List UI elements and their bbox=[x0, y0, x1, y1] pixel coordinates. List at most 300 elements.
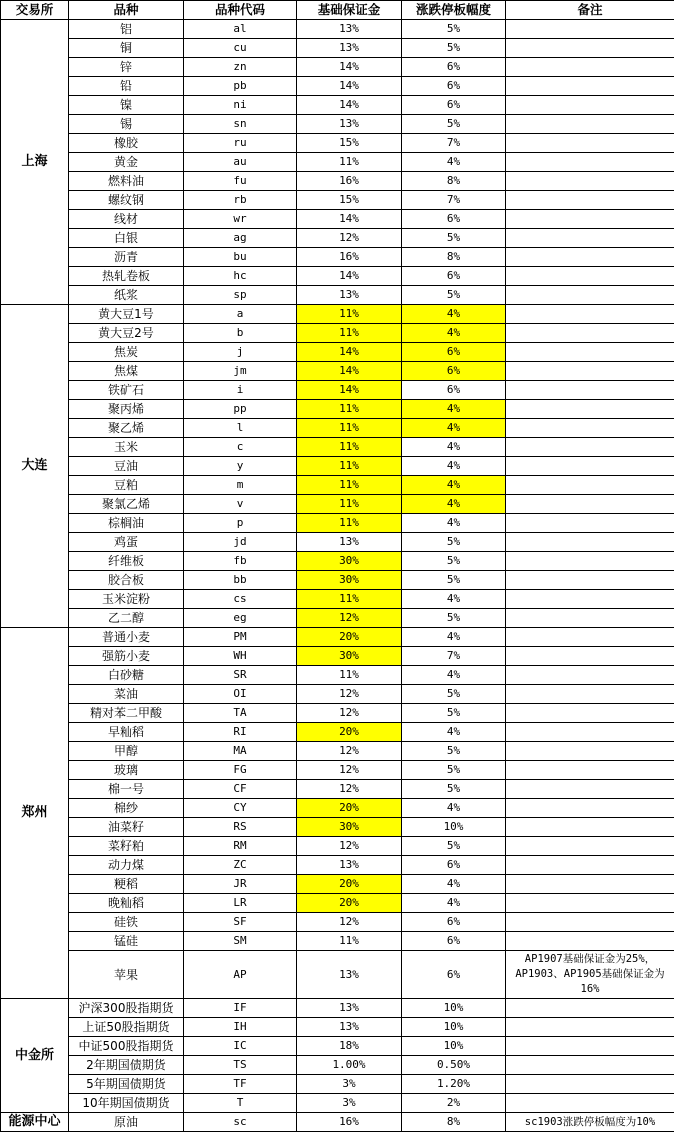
note-cell[interactable] bbox=[506, 229, 674, 248]
code-cell[interactable]: JR bbox=[184, 875, 297, 894]
table-row bbox=[1, 1113, 674, 1132]
note-cell[interactable] bbox=[506, 514, 674, 533]
code-cell[interactable]: LR bbox=[184, 894, 297, 913]
code-cell[interactable]: a bbox=[184, 305, 297, 324]
limit-cell[interactable]: 5% bbox=[402, 685, 506, 704]
note-cell[interactable] bbox=[506, 457, 674, 476]
limit-cell[interactable]: 5% bbox=[402, 609, 506, 628]
note-cell[interactable]: AP1907基础保证金为25%，AP1903、AP1905基础保证金为16% bbox=[506, 951, 674, 999]
margin-cell[interactable]: 14% bbox=[297, 96, 402, 115]
code-cell[interactable]: j bbox=[184, 343, 297, 362]
table-row bbox=[1, 438, 674, 457]
margin-cell[interactable]: 12% bbox=[297, 780, 402, 799]
variety-cell[interactable]: 聚乙烯 bbox=[69, 419, 184, 438]
limit-cell[interactable]: 6% bbox=[402, 77, 506, 96]
margin-cell[interactable]: 11% bbox=[297, 400, 402, 419]
variety-cell[interactable]: 玉米淀粉 bbox=[69, 590, 184, 609]
code-cell[interactable]: T bbox=[184, 1094, 297, 1113]
variety-cell[interactable]: 纤维板 bbox=[69, 552, 184, 571]
limit-cell[interactable]: 5% bbox=[402, 229, 506, 248]
code-cell[interactable]: IH bbox=[184, 1018, 297, 1037]
note-cell[interactable] bbox=[506, 590, 674, 609]
exchange-cell[interactable]: 中金所 bbox=[1, 999, 69, 1113]
code-cell[interactable]: y bbox=[184, 457, 297, 476]
limit-cell[interactable]: 4% bbox=[402, 894, 506, 913]
limit-cell[interactable]: 6% bbox=[402, 362, 506, 381]
margin-cell[interactable]: 20% bbox=[297, 875, 402, 894]
note-cell[interactable] bbox=[506, 533, 674, 552]
note-cell[interactable] bbox=[506, 932, 674, 951]
margin-cell[interactable]: 16% bbox=[297, 248, 402, 267]
variety-cell[interactable]: 胶合板 bbox=[69, 571, 184, 590]
limit-cell[interactable]: 5% bbox=[402, 39, 506, 58]
variety-cell[interactable]: 铜 bbox=[69, 39, 184, 58]
header-note[interactable]: 备注 bbox=[506, 1, 674, 20]
code-cell[interactable]: SF bbox=[184, 913, 297, 932]
variety-cell[interactable]: 乙二醇 bbox=[69, 609, 184, 628]
code-cell[interactable]: jm bbox=[184, 362, 297, 381]
code-cell[interactable]: au bbox=[184, 153, 297, 172]
variety-cell[interactable]: 上证50股指期货 bbox=[69, 1018, 184, 1037]
variety-cell[interactable]: 早籼稻 bbox=[69, 723, 184, 742]
limit-cell[interactable]: 6% bbox=[402, 856, 506, 875]
limit-cell[interactable]: 4% bbox=[402, 514, 506, 533]
variety-cell[interactable]: 铅 bbox=[69, 77, 184, 96]
code-cell[interactable]: TA bbox=[184, 704, 297, 723]
limit-cell[interactable]: 6% bbox=[402, 210, 506, 229]
note-cell[interactable] bbox=[506, 628, 674, 647]
limit-cell[interactable]: 4% bbox=[402, 723, 506, 742]
code-cell[interactable]: PM bbox=[184, 628, 297, 647]
note-cell[interactable] bbox=[506, 609, 674, 628]
header-exchange[interactable]: 交易所 bbox=[1, 1, 69, 20]
code-cell[interactable]: bu bbox=[184, 248, 297, 267]
note-cell[interactable] bbox=[506, 324, 674, 343]
variety-cell[interactable]: 2年期国债期货 bbox=[69, 1056, 184, 1075]
code-cell[interactable]: pp bbox=[184, 400, 297, 419]
margin-cell[interactable]: 11% bbox=[297, 153, 402, 172]
code-cell[interactable]: RI bbox=[184, 723, 297, 742]
variety-cell[interactable]: 热轧卷板 bbox=[69, 267, 184, 286]
code-cell[interactable]: TS bbox=[184, 1056, 297, 1075]
limit-cell[interactable]: 10% bbox=[402, 818, 506, 837]
note-cell[interactable] bbox=[506, 1094, 674, 1113]
variety-cell[interactable]: 聚氯乙烯 bbox=[69, 495, 184, 514]
code-cell[interactable]: ru bbox=[184, 134, 297, 153]
code-cell[interactable]: sc bbox=[184, 1113, 297, 1132]
note-cell[interactable] bbox=[506, 685, 674, 704]
note-cell[interactable] bbox=[506, 1037, 674, 1056]
code-cell[interactable]: ag bbox=[184, 229, 297, 248]
note-cell[interactable] bbox=[506, 115, 674, 134]
limit-cell[interactable]: 4% bbox=[402, 438, 506, 457]
code-cell[interactable]: SM bbox=[184, 932, 297, 951]
margin-cell[interactable]: 14% bbox=[297, 77, 402, 96]
margin-cell[interactable]: 11% bbox=[297, 590, 402, 609]
limit-cell[interactable]: 4% bbox=[402, 419, 506, 438]
margin-cell[interactable]: 11% bbox=[297, 419, 402, 438]
margin-cell[interactable]: 13% bbox=[297, 20, 402, 39]
code-cell[interactable]: p bbox=[184, 514, 297, 533]
note-cell[interactable] bbox=[506, 39, 674, 58]
variety-cell[interactable]: 粳稻 bbox=[69, 875, 184, 894]
code-cell[interactable]: m bbox=[184, 476, 297, 495]
variety-cell[interactable]: 白砂糖 bbox=[69, 666, 184, 685]
limit-cell[interactable]: 5% bbox=[402, 20, 506, 39]
code-cell[interactable]: c bbox=[184, 438, 297, 457]
limit-cell[interactable]: 2% bbox=[402, 1094, 506, 1113]
limit-cell[interactable]: 10% bbox=[402, 1018, 506, 1037]
variety-cell[interactable]: 聚丙烯 bbox=[69, 400, 184, 419]
code-cell[interactable]: AP bbox=[184, 951, 297, 999]
header-margin[interactable]: 基础保证金 bbox=[297, 1, 402, 20]
variety-cell[interactable]: 锌 bbox=[69, 58, 184, 77]
margin-cell[interactable]: 13% bbox=[297, 951, 402, 999]
limit-cell[interactable]: 6% bbox=[402, 96, 506, 115]
variety-cell[interactable]: 棉纱 bbox=[69, 799, 184, 818]
code-cell[interactable]: eg bbox=[184, 609, 297, 628]
note-cell[interactable] bbox=[506, 267, 674, 286]
code-cell[interactable]: RM bbox=[184, 837, 297, 856]
margin-cell[interactable]: 12% bbox=[297, 685, 402, 704]
limit-cell[interactable]: 7% bbox=[402, 191, 506, 210]
variety-cell[interactable]: 黄大豆2号 bbox=[69, 324, 184, 343]
variety-cell[interactable]: 铁矿石 bbox=[69, 381, 184, 400]
margin-cell[interactable]: 20% bbox=[297, 628, 402, 647]
limit-cell[interactable]: 4% bbox=[402, 400, 506, 419]
variety-cell[interactable]: 焦炭 bbox=[69, 343, 184, 362]
variety-cell[interactable]: 普通小麦 bbox=[69, 628, 184, 647]
margin-cell[interactable]: 12% bbox=[297, 742, 402, 761]
limit-cell[interactable]: 5% bbox=[402, 780, 506, 799]
variety-cell[interactable]: 橡胶 bbox=[69, 134, 184, 153]
note-cell[interactable]: sc1903涨跌停板幅度为10% bbox=[506, 1113, 674, 1132]
code-cell[interactable]: IF bbox=[184, 999, 297, 1018]
code-cell[interactable]: cs bbox=[184, 590, 297, 609]
limit-cell[interactable]: 4% bbox=[402, 628, 506, 647]
margin-cell[interactable]: 13% bbox=[297, 39, 402, 58]
margin-cell[interactable]: 3% bbox=[297, 1075, 402, 1094]
limit-cell[interactable]: 6% bbox=[402, 381, 506, 400]
variety-cell[interactable]: 硅铁 bbox=[69, 913, 184, 932]
note-cell[interactable] bbox=[506, 58, 674, 77]
code-cell[interactable]: al bbox=[184, 20, 297, 39]
note-cell[interactable] bbox=[506, 96, 674, 115]
code-cell[interactable]: i bbox=[184, 381, 297, 400]
limit-cell[interactable]: 5% bbox=[402, 115, 506, 134]
note-cell[interactable] bbox=[506, 153, 674, 172]
variety-cell[interactable]: 黄金 bbox=[69, 153, 184, 172]
note-cell[interactable] bbox=[506, 476, 674, 495]
variety-cell[interactable]: 晚籼稻 bbox=[69, 894, 184, 913]
variety-cell[interactable]: 铝 bbox=[69, 20, 184, 39]
variety-cell[interactable]: 棕榈油 bbox=[69, 514, 184, 533]
code-cell[interactable]: sn bbox=[184, 115, 297, 134]
variety-cell[interactable]: 棉一号 bbox=[69, 780, 184, 799]
note-cell[interactable] bbox=[506, 571, 674, 590]
limit-cell[interactable]: 6% bbox=[402, 951, 506, 999]
variety-cell[interactable]: 菜籽粕 bbox=[69, 837, 184, 856]
note-cell[interactable] bbox=[506, 400, 674, 419]
table-row bbox=[1, 39, 674, 58]
margin-cell[interactable]: 14% bbox=[297, 58, 402, 77]
margin-cell[interactable]: 14% bbox=[297, 381, 402, 400]
code-cell[interactable]: b bbox=[184, 324, 297, 343]
limit-cell[interactable]: 5% bbox=[402, 742, 506, 761]
limit-cell[interactable]: 5% bbox=[402, 704, 506, 723]
note-cell[interactable] bbox=[506, 913, 674, 932]
note-cell[interactable] bbox=[506, 856, 674, 875]
limit-cell[interactable]: 8% bbox=[402, 1113, 506, 1132]
margin-cell[interactable]: 12% bbox=[297, 704, 402, 723]
note-cell[interactable] bbox=[506, 1056, 674, 1075]
note-cell[interactable] bbox=[506, 1018, 674, 1037]
limit-cell[interactable]: 6% bbox=[402, 58, 506, 77]
limit-cell[interactable]: 4% bbox=[402, 476, 506, 495]
limit-cell[interactable]: 5% bbox=[402, 571, 506, 590]
code-cell[interactable]: fu bbox=[184, 172, 297, 191]
limit-cell[interactable]: 6% bbox=[402, 267, 506, 286]
variety-cell[interactable]: 白银 bbox=[69, 229, 184, 248]
note-cell[interactable] bbox=[506, 1075, 674, 1094]
note-cell[interactable] bbox=[506, 704, 674, 723]
variety-cell[interactable]: 甲醇 bbox=[69, 742, 184, 761]
variety-cell[interactable]: 沥青 bbox=[69, 248, 184, 267]
note-cell[interactable] bbox=[506, 305, 674, 324]
note-cell[interactable] bbox=[506, 191, 674, 210]
margin-cell[interactable]: 13% bbox=[297, 533, 402, 552]
margin-cell[interactable]: 16% bbox=[297, 172, 402, 191]
note-cell[interactable] bbox=[506, 799, 674, 818]
code-cell[interactable]: hc bbox=[184, 267, 297, 286]
limit-cell[interactable]: 4% bbox=[402, 324, 506, 343]
variety-cell[interactable]: 燃料油 bbox=[69, 172, 184, 191]
margin-cell[interactable]: 12% bbox=[297, 837, 402, 856]
note-cell[interactable] bbox=[506, 875, 674, 894]
margin-cell[interactable]: 11% bbox=[297, 932, 402, 951]
margin-cell[interactable]: 15% bbox=[297, 134, 402, 153]
code-cell[interactable]: WH bbox=[184, 647, 297, 666]
exchange-cell[interactable]: 大连 bbox=[1, 305, 69, 628]
limit-cell[interactable]: 4% bbox=[402, 495, 506, 514]
variety-cell[interactable]: 中证500股指期货 bbox=[69, 1037, 184, 1056]
note-cell[interactable] bbox=[506, 438, 674, 457]
code-cell[interactable]: wr bbox=[184, 210, 297, 229]
code-cell[interactable]: zn bbox=[184, 58, 297, 77]
code-cell[interactable]: pb bbox=[184, 77, 297, 96]
note-cell[interactable] bbox=[506, 134, 674, 153]
code-cell[interactable]: v bbox=[184, 495, 297, 514]
note-cell[interactable] bbox=[506, 666, 674, 685]
note-cell[interactable] bbox=[506, 248, 674, 267]
code-cell[interactable]: cu bbox=[184, 39, 297, 58]
margin-cell[interactable]: 16% bbox=[297, 1113, 402, 1132]
limit-cell[interactable]: 10% bbox=[402, 999, 506, 1018]
limit-cell[interactable]: 8% bbox=[402, 248, 506, 267]
margin-cell[interactable]: 13% bbox=[297, 999, 402, 1018]
table-row bbox=[1, 875, 674, 894]
limit-cell[interactable]: 4% bbox=[402, 875, 506, 894]
note-cell[interactable] bbox=[506, 210, 674, 229]
code-cell[interactable]: CY bbox=[184, 799, 297, 818]
code-cell[interactable]: MA bbox=[184, 742, 297, 761]
limit-cell[interactable]: 5% bbox=[402, 286, 506, 305]
variety-cell[interactable]: 沪深300股指期货 bbox=[69, 999, 184, 1018]
note-cell[interactable] bbox=[506, 647, 674, 666]
margin-cell[interactable]: 11% bbox=[297, 495, 402, 514]
limit-cell[interactable]: 6% bbox=[402, 913, 506, 932]
exchange-cell[interactable]: 上海 bbox=[1, 20, 69, 305]
variety-cell[interactable]: 锰硅 bbox=[69, 932, 184, 951]
note-cell[interactable] bbox=[506, 552, 674, 571]
limit-cell[interactable]: 4% bbox=[402, 305, 506, 324]
limit-cell[interactable]: 10% bbox=[402, 1037, 506, 1056]
limit-cell[interactable]: 4% bbox=[402, 799, 506, 818]
margin-cell[interactable]: 14% bbox=[297, 267, 402, 286]
variety-cell[interactable]: 鸡蛋 bbox=[69, 533, 184, 552]
variety-cell[interactable]: 豆油 bbox=[69, 457, 184, 476]
variety-cell[interactable]: 原油 bbox=[69, 1113, 184, 1132]
variety-cell[interactable]: 苹果 bbox=[69, 951, 184, 999]
margin-cell[interactable]: 12% bbox=[297, 609, 402, 628]
limit-cell[interactable]: 6% bbox=[402, 343, 506, 362]
margin-cell[interactable]: 30% bbox=[297, 571, 402, 590]
margin-cell[interactable]: 13% bbox=[297, 286, 402, 305]
margin-cell[interactable]: 30% bbox=[297, 647, 402, 666]
header-variety[interactable]: 品种 bbox=[69, 1, 184, 20]
margin-cell[interactable]: 14% bbox=[297, 210, 402, 229]
margin-cell[interactable]: 12% bbox=[297, 913, 402, 932]
variety-cell[interactable]: 豆粕 bbox=[69, 476, 184, 495]
code-cell[interactable]: fb bbox=[184, 552, 297, 571]
margin-cell[interactable]: 13% bbox=[297, 115, 402, 134]
note-cell[interactable] bbox=[506, 780, 674, 799]
note-cell[interactable] bbox=[506, 419, 674, 438]
margin-cell[interactable]: 12% bbox=[297, 761, 402, 780]
variety-cell[interactable]: 线材 bbox=[69, 210, 184, 229]
variety-cell[interactable]: 玉米 bbox=[69, 438, 184, 457]
code-cell[interactable]: rb bbox=[184, 191, 297, 210]
note-cell[interactable] bbox=[506, 999, 674, 1018]
code-cell[interactable]: jd bbox=[184, 533, 297, 552]
limit-cell[interactable]: 6% bbox=[402, 932, 506, 951]
variety-cell[interactable]: 强筋小麦 bbox=[69, 647, 184, 666]
margin-cell[interactable]: 20% bbox=[297, 799, 402, 818]
limit-cell[interactable]: 5% bbox=[402, 533, 506, 552]
margin-cell[interactable]: 11% bbox=[297, 324, 402, 343]
note-cell[interactable] bbox=[506, 77, 674, 96]
limit-cell[interactable]: 5% bbox=[402, 837, 506, 856]
code-cell[interactable]: IC bbox=[184, 1037, 297, 1056]
note-cell[interactable] bbox=[506, 495, 674, 514]
limit-cell[interactable]: 4% bbox=[402, 666, 506, 685]
variety-cell[interactable]: 5年期国债期货 bbox=[69, 1075, 184, 1094]
margin-cell[interactable]: 13% bbox=[297, 1018, 402, 1037]
variety-cell[interactable]: 锡 bbox=[69, 115, 184, 134]
header-limit[interactable]: 涨跌停板幅度 bbox=[402, 1, 506, 20]
variety-cell[interactable]: 螺纹钢 bbox=[69, 191, 184, 210]
code-cell[interactable]: RS bbox=[184, 818, 297, 837]
margin-cell[interactable]: 12% bbox=[297, 229, 402, 248]
variety-cell[interactable]: 精对苯二甲酸 bbox=[69, 704, 184, 723]
limit-cell[interactable]: 4% bbox=[402, 153, 506, 172]
limit-cell[interactable]: 0.50% bbox=[402, 1056, 506, 1075]
header-code[interactable]: 品种代码 bbox=[184, 1, 297, 20]
margin-cell[interactable]: 13% bbox=[297, 856, 402, 875]
margin-cell[interactable]: 15% bbox=[297, 191, 402, 210]
note-cell[interactable] bbox=[506, 381, 674, 400]
note-cell[interactable] bbox=[506, 723, 674, 742]
variety-cell[interactable]: 焦煤 bbox=[69, 362, 184, 381]
code-cell[interactable]: sp bbox=[184, 286, 297, 305]
margin-cell[interactable]: 30% bbox=[297, 552, 402, 571]
code-cell[interactable]: OI bbox=[184, 685, 297, 704]
variety-cell[interactable]: 10年期国债期货 bbox=[69, 1094, 184, 1113]
margin-cell[interactable]: 3% bbox=[297, 1094, 402, 1113]
limit-cell[interactable]: 1.20% bbox=[402, 1075, 506, 1094]
code-cell[interactable]: TF bbox=[184, 1075, 297, 1094]
limit-cell[interactable]: 5% bbox=[402, 552, 506, 571]
code-cell[interactable]: CF bbox=[184, 780, 297, 799]
code-cell[interactable]: l bbox=[184, 419, 297, 438]
exchange-cell[interactable]: 郑州 bbox=[1, 628, 69, 999]
variety-cell[interactable]: 镍 bbox=[69, 96, 184, 115]
variety-cell[interactable]: 玻璃 bbox=[69, 761, 184, 780]
note-cell[interactable] bbox=[506, 837, 674, 856]
margin-cell[interactable]: 18% bbox=[297, 1037, 402, 1056]
limit-cell[interactable]: 4% bbox=[402, 457, 506, 476]
note-cell[interactable] bbox=[506, 172, 674, 191]
code-cell[interactable]: ZC bbox=[184, 856, 297, 875]
note-cell[interactable] bbox=[506, 761, 674, 780]
margin-cell[interactable]: 30% bbox=[297, 818, 402, 837]
limit-cell[interactable]: 7% bbox=[402, 134, 506, 153]
note-cell[interactable] bbox=[506, 742, 674, 761]
variety-cell[interactable]: 菜油 bbox=[69, 685, 184, 704]
margin-cell[interactable]: 1.00% bbox=[297, 1056, 402, 1075]
note-cell[interactable] bbox=[506, 286, 674, 305]
margin-cell[interactable]: 11% bbox=[297, 305, 402, 324]
margin-cell[interactable]: 20% bbox=[297, 894, 402, 913]
limit-cell[interactable]: 5% bbox=[402, 761, 506, 780]
code-cell[interactable]: FG bbox=[184, 761, 297, 780]
code-cell[interactable]: ni bbox=[184, 96, 297, 115]
margin-cell[interactable]: 14% bbox=[297, 343, 402, 362]
note-cell[interactable] bbox=[506, 362, 674, 381]
margin-cell[interactable]: 11% bbox=[297, 438, 402, 457]
limit-cell[interactable]: 7% bbox=[402, 647, 506, 666]
variety-cell[interactable]: 黄大豆1号 bbox=[69, 305, 184, 324]
code-cell[interactable]: bb bbox=[184, 571, 297, 590]
note-cell[interactable] bbox=[506, 343, 674, 362]
margin-cell[interactable]: 20% bbox=[297, 723, 402, 742]
margin-cell[interactable]: 14% bbox=[297, 362, 402, 381]
note-cell[interactable] bbox=[506, 894, 674, 913]
code-cell[interactable]: SR bbox=[184, 666, 297, 685]
margin-cell[interactable]: 11% bbox=[297, 666, 402, 685]
limit-cell[interactable]: 8% bbox=[402, 172, 506, 191]
variety-cell[interactable]: 纸浆 bbox=[69, 286, 184, 305]
margin-cell[interactable]: 11% bbox=[297, 476, 402, 495]
variety-cell[interactable]: 油菜籽 bbox=[69, 818, 184, 837]
exchange-cell[interactable]: 能源中心 bbox=[1, 1113, 69, 1132]
margin-cell[interactable]: 11% bbox=[297, 457, 402, 476]
note-cell[interactable] bbox=[506, 818, 674, 837]
margin-cell[interactable]: 11% bbox=[297, 514, 402, 533]
limit-cell[interactable]: 4% bbox=[402, 590, 506, 609]
variety-cell[interactable]: 动力煤 bbox=[69, 856, 184, 875]
note-cell[interactable] bbox=[506, 20, 674, 39]
